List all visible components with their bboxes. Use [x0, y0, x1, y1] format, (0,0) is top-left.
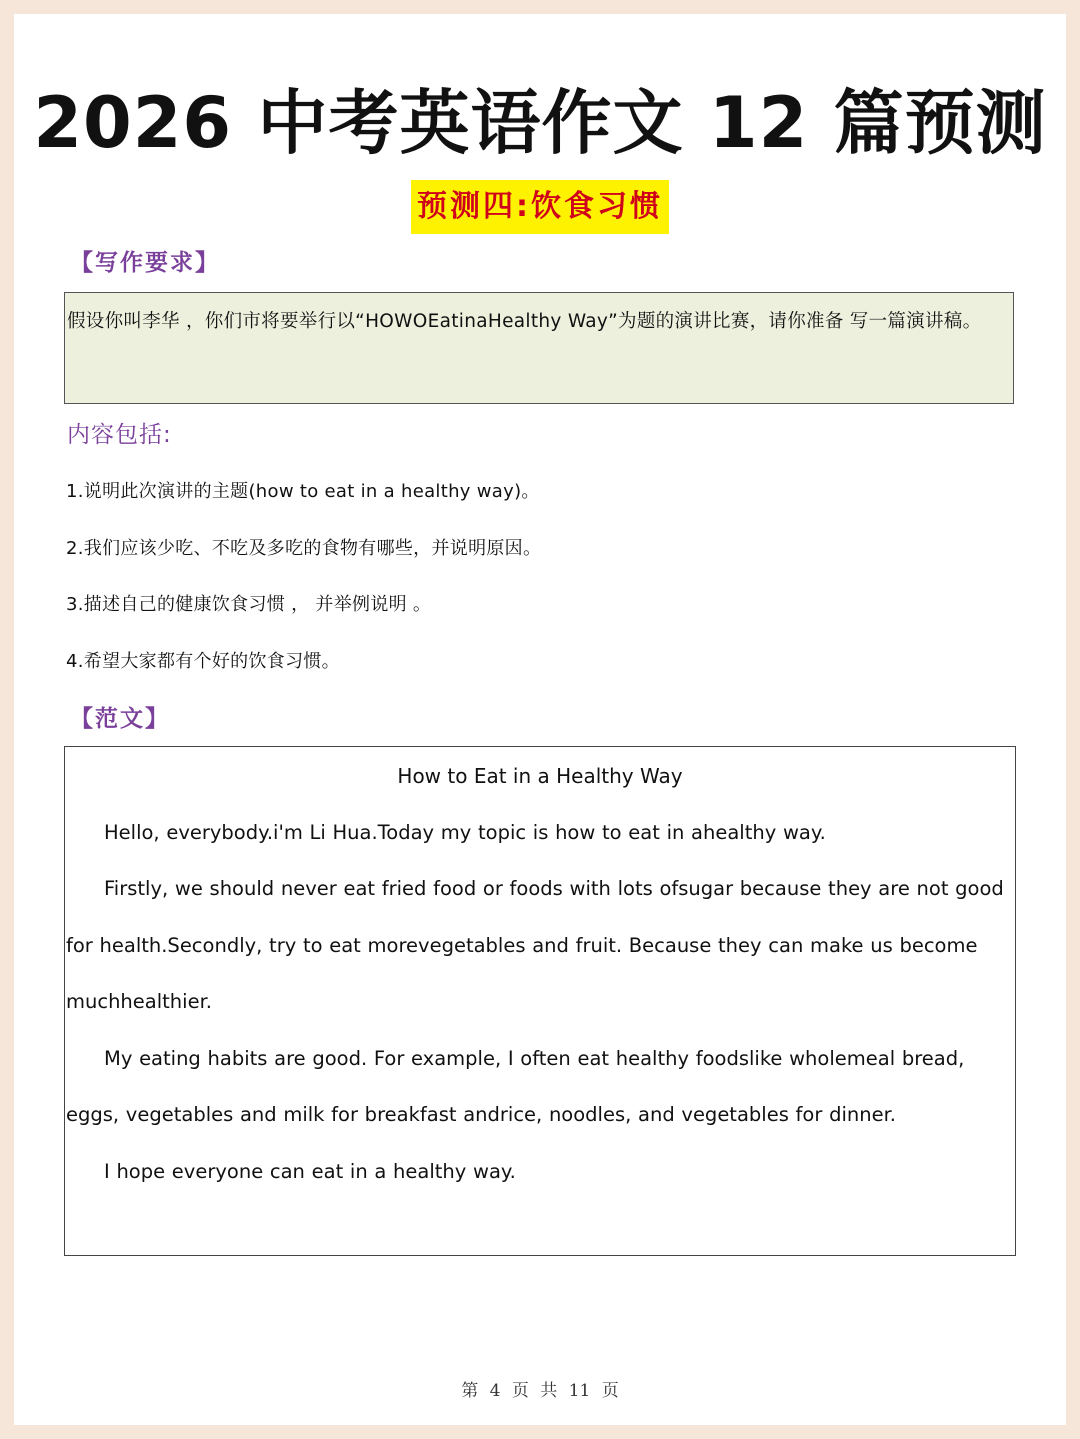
content-list — [66, 464, 1016, 690]
subtitle-highlight: 预测四:饮食习惯 — [411, 180, 669, 234]
essay-title: How to Eat in a Healthy Way — [397, 764, 683, 788]
requirements-label: 【写作要求】 — [70, 250, 220, 276]
content-label: 内容包括: — [67, 422, 172, 448]
essay-paragraph-2: Firstly, we should never eat fried food or foods with lots ofsugar because they are not good for health.Secondly, try to eat morevegetables and fruit. Because they can make us become muchhealthier. — [66, 877, 1004, 1013]
sample-essay-box — [64, 746, 1016, 1256]
content-item-4: 4.希望大家都有个好的饮食习惯。 — [66, 650, 340, 672]
page-title: 2026 中考英语作文 12 篇预测 — [33, 82, 1047, 164]
essay-paragraph-3: My eating habits are good. For example, I often eat healthy foodslike wholemeal bread, eggs, vegetables and milk for breakfast andrice, noodles, and vegetables for dinner. — [66, 1046, 965, 1126]
sample-label: 【范文】 — [70, 706, 170, 732]
content-item-2: 2.我们应该少吃、不吃及多吃的食物有哪些，并说明原因。 — [66, 537, 542, 559]
requirements-text: 假设你叫李华 ，你们市将要举行以“HOWOEatinaHealthy Way”为题的演讲比赛，请你准备 写一篇演讲稿。 — [67, 311, 982, 332]
essay-paragraph-4: I hope everyone can eat in a healthy way. — [104, 1159, 516, 1183]
page-number-footer: 第 4 页 共 11 页 — [461, 1381, 619, 1401]
content-item-1: 1.说明此次演讲的主题(how to eat in a healthy way)。 — [66, 481, 540, 502]
subtitle-container — [0, 180, 1080, 234]
essay-paragraph-1: Hello, everybody.i'm Li Hua.Today my topic is how to eat in ahealthy way. — [104, 820, 826, 844]
requirements-box — [64, 292, 1014, 404]
content-item-3: 3.描述自己的健康饮食习惯 ， 并举例说明 。 — [66, 594, 432, 615]
